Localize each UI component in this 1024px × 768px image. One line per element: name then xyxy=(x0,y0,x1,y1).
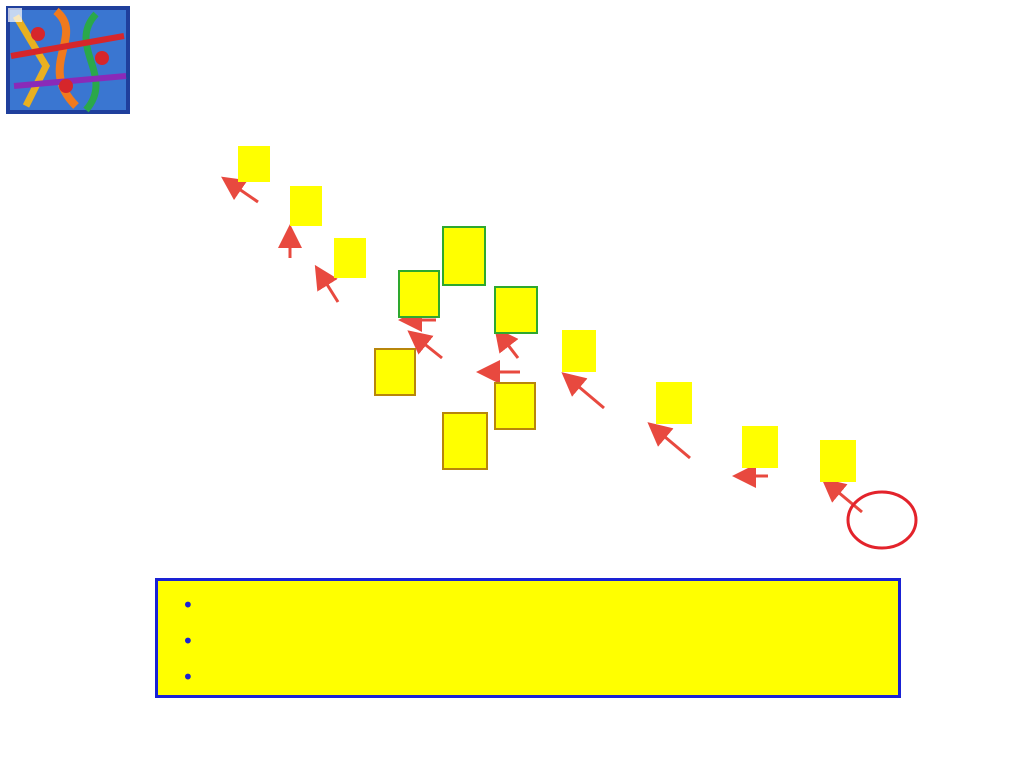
move-tag-d xyxy=(334,238,366,278)
move-tag-d xyxy=(494,286,538,334)
move-tag-d xyxy=(562,330,596,372)
move-tag-d xyxy=(820,440,856,482)
move-tag-h xyxy=(398,270,440,318)
final-score-circle xyxy=(848,492,916,548)
step-box-1 xyxy=(442,226,486,286)
step-box-2 xyxy=(442,412,488,470)
arrow-diag xyxy=(826,482,862,512)
move-tag-h xyxy=(742,426,778,468)
arrow-diag xyxy=(498,332,518,358)
arrow-diag xyxy=(566,376,604,408)
arrow-diag xyxy=(226,180,258,202)
arrow-diag xyxy=(652,426,690,458)
legend-item-h: • xyxy=(182,593,194,617)
move-tag-d xyxy=(656,382,692,424)
move-tag-d xyxy=(374,348,416,396)
move-tag-d xyxy=(238,146,270,182)
move-legend xyxy=(155,578,901,698)
arrow-diag xyxy=(412,334,442,358)
legend-item-d: • xyxy=(182,665,194,689)
move-tag-v xyxy=(290,186,322,226)
move-tag-h xyxy=(494,382,536,430)
legend-item-v: • xyxy=(182,629,194,653)
